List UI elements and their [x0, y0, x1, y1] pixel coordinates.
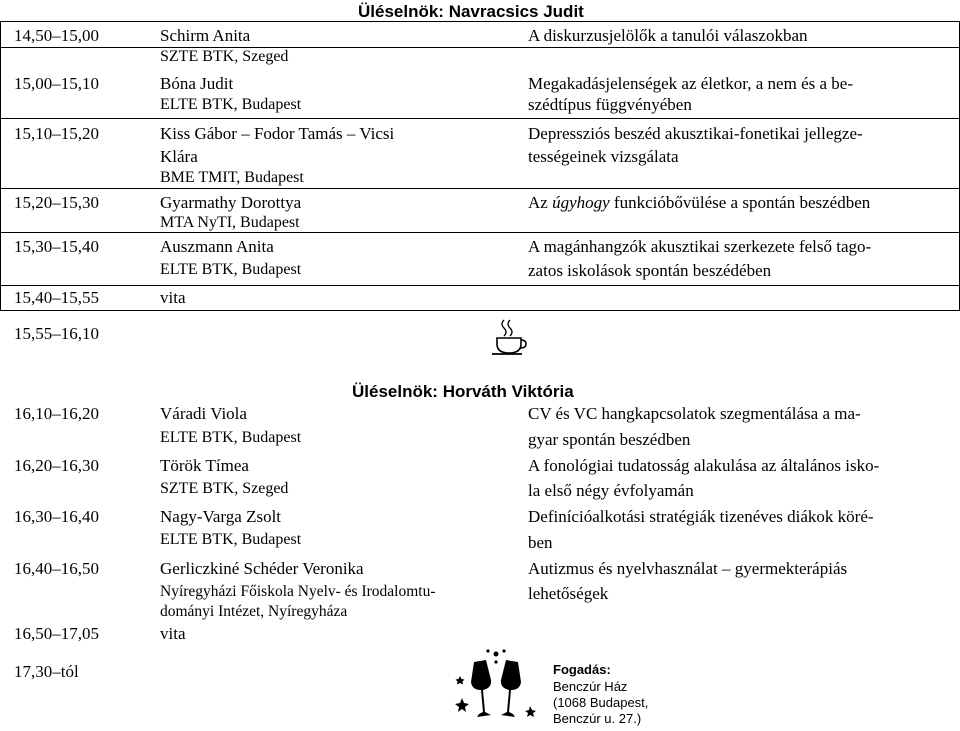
speaker-affiliation: ELTE BTK, Budapest	[160, 429, 302, 446]
speaker-affiliation: SZTE BTK, Szeged	[160, 480, 289, 497]
discussion-label: vita	[160, 288, 186, 307]
table-border-top	[0, 21, 960, 22]
time-slot: 15,20–15,30	[14, 193, 99, 212]
talk-title-line: Autizmus és nyelvhasználat – gyermekterápiás	[528, 559, 848, 578]
reception-address: Benczúr u. 27.)	[553, 711, 642, 726]
row-divider	[0, 47, 960, 48]
time-slot: 16,10–16,20	[14, 404, 99, 423]
speaker-name: Kiss Gábor – Fodor Tamás – Vicsi	[160, 124, 395, 143]
speaker-name: Váradi Viola	[160, 404, 247, 423]
speaker-affiliation: ELTE BTK, Budapest	[160, 261, 302, 278]
talk-title: Az úgyhogy funkcióbővülése a spontán beszédben	[528, 193, 871, 212]
talk-title: A diskurzusjelölők a tanulói válaszokban	[528, 26, 808, 45]
speaker-affiliation-line: Nyíregyházi Főiskola Nyelv- és Irodalomtu-	[160, 583, 436, 600]
talk-title-line: Megakadásjelenségek az életkor, a nem és a be-	[528, 74, 853, 93]
talk-title-line: A fonológiai tudatosság alakulása az általános isko-	[528, 456, 880, 475]
speaker-name: Nagy-Varga Zsolt	[160, 507, 282, 526]
time-slot: 16,50–17,05	[14, 624, 99, 643]
speaker-name: Gerliczkiné Schéder Veronika	[160, 559, 364, 578]
talk-title-line: gyar spontán beszédben	[528, 430, 691, 449]
table-border-left	[0, 21, 1, 311]
reception-address: (1068 Budapest,	[553, 695, 649, 710]
speaker-name: Auszmann Anita	[160, 237, 274, 256]
talk-title-line: CV és VC hangkapcsolatok szegmentálása a ma-	[528, 404, 861, 423]
time-slot: 15,00–15,10	[14, 74, 99, 93]
time-slot: 16,40–16,50	[14, 559, 99, 578]
champagne-glasses-icon	[452, 648, 540, 730]
speaker-affiliation-line: dományi Intézet, Nyíregyháza	[160, 603, 348, 620]
speaker-affiliation: ELTE BTK, Budapest	[160, 96, 302, 113]
time-slot: 16,20–16,30	[14, 456, 99, 475]
discussion-label: vita	[160, 624, 186, 643]
talk-title-line: A magánhangzók akusztikai szerkezete felső tago-	[528, 237, 872, 256]
talk-title-line: zatos iskolások spontán beszédében	[528, 261, 772, 280]
speaker-name: Bóna Judit	[160, 74, 234, 93]
time-slot: 15,30–15,40	[14, 237, 99, 256]
row-divider	[0, 285, 960, 286]
coffee-cup-icon	[488, 318, 528, 358]
time-slot: 15,40–15,55	[14, 288, 99, 307]
break-time: 15,55–16,10	[14, 324, 99, 343]
table-border-bottom	[0, 310, 960, 311]
session2-chair: Üléselnök: Horváth Viktória	[352, 382, 574, 401]
talk-title-line: lehetőségek	[528, 584, 609, 603]
speaker-affiliation: SZTE BTK, Szeged	[160, 48, 289, 65]
time-slot: 15,10–15,20	[14, 124, 99, 143]
talk-title-line: Depressziós beszéd akusztikai-fonetikai jellegze-	[528, 124, 863, 143]
talk-title-line: szédtípus függvényében	[528, 95, 692, 114]
row-divider	[0, 118, 960, 119]
time-slot: 14,50–15,00	[14, 26, 99, 45]
speaker-affiliation: BME TMIT, Budapest	[160, 169, 304, 186]
speaker-name: Török Tímea	[160, 456, 249, 475]
session1-chair: Üléselnök: Navracsics Judit	[358, 2, 584, 21]
speaker-affiliation: ELTE BTK, Budapest	[160, 531, 302, 548]
speaker-name-cont: Klára	[160, 147, 198, 166]
talk-title-line: tességeinek vizsgálata	[528, 147, 679, 166]
speaker-name: Gyarmathy Dorottya	[160, 193, 302, 212]
speaker-name: Schirm Anita	[160, 26, 251, 45]
row-divider	[0, 232, 960, 233]
talk-title-line: ben	[528, 533, 553, 552]
reception-venue: Benczúr Ház	[553, 679, 628, 694]
row-divider	[0, 188, 960, 189]
reception-time: 17,30–tól	[14, 662, 79, 681]
time-slot: 16,30–16,40	[14, 507, 99, 526]
reception-label: Fogadás:	[553, 662, 611, 677]
talk-title-line: la első négy évfolyamán	[528, 481, 694, 500]
talk-title-line: Definícióalkotási stratégiák tizenéves diákok köré-	[528, 507, 874, 526]
speaker-affiliation: MTA NyTI, Budapest	[160, 214, 300, 231]
